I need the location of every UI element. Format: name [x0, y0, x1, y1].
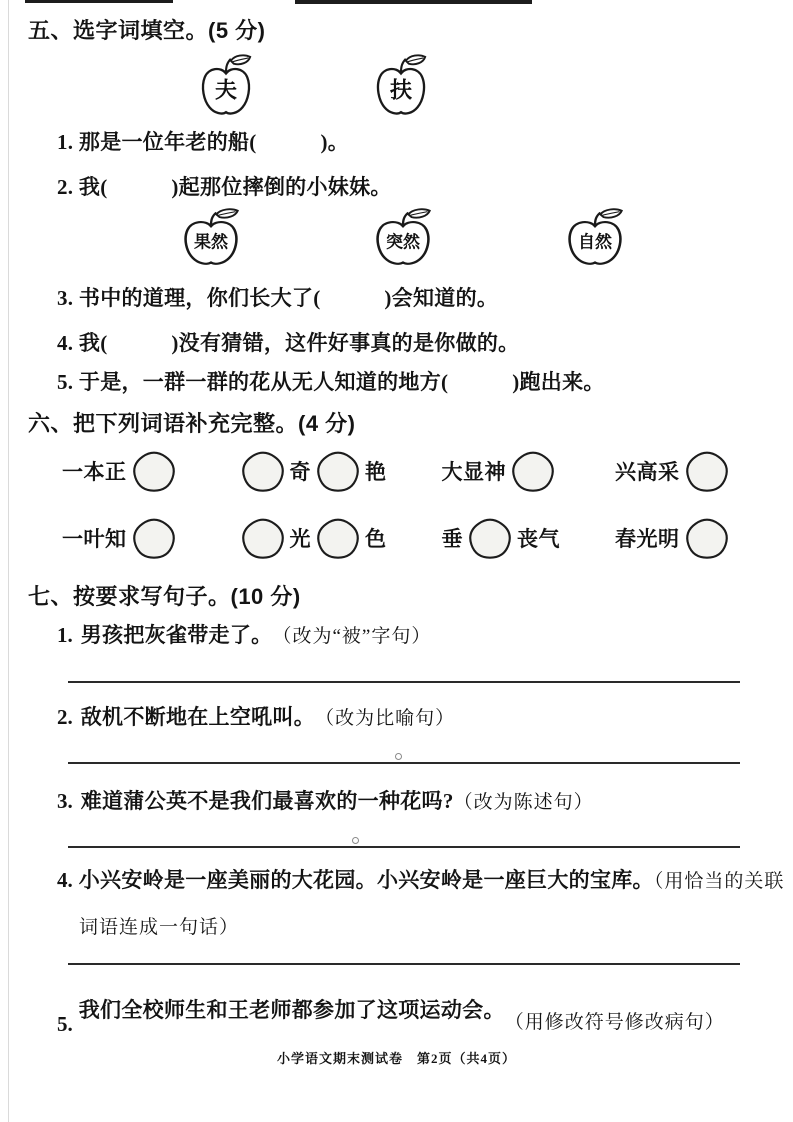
question-number: 2. [57, 705, 73, 729]
apple-word-label: 扶 [389, 77, 412, 103]
idiom-item [442, 513, 561, 563]
star-blank-icon [127, 446, 181, 496]
apple-word-option [563, 208, 627, 268]
idiom-text: 一叶知 [62, 527, 127, 551]
idiom-text: 兴高采 [615, 460, 680, 484]
idiom-text: 艳 [365, 460, 387, 484]
rewrite-question [57, 619, 431, 649]
star-blank-icon [236, 446, 290, 496]
question-text: 小兴安岭是一座美丽的大花园。小兴安岭是一座巨大的宝库。 [78, 868, 654, 892]
question-text: 男孩把灰雀带走了。 [80, 623, 273, 647]
idiom-text: 奇 [289, 460, 311, 484]
answer-line [68, 681, 740, 683]
star-blank-icon [506, 446, 560, 496]
fill-blank-question: 4. 我( )没有猜错，这件好事真的是你做的。 [57, 331, 520, 355]
section6-title: 六、把下列词语补充完整。(4 分) [28, 411, 356, 436]
idiom-text: 一本正 [62, 460, 127, 484]
star-blank-icon [680, 513, 734, 563]
idiom-item [62, 513, 181, 563]
star-blank-icon [311, 446, 365, 496]
rewrite-question [57, 701, 455, 731]
page-edge-shadow [8, 0, 9, 1122]
answer-line [68, 846, 740, 848]
idiom-text: 丧气 [517, 527, 560, 551]
idiom-item [236, 446, 387, 496]
idiom-text: 大显神 [441, 460, 506, 484]
question-number: 1. [57, 623, 73, 647]
apple-word-label: 自然 [578, 232, 612, 252]
rewrite-question [57, 858, 793, 951]
page-crop-artifact [25, 0, 173, 3]
idiom-item [442, 446, 561, 496]
section7-title: 七、按要求写句子。(10 分) [28, 584, 301, 609]
idiom-text: 垂 [441, 527, 463, 551]
question-number: 4. [57, 868, 73, 892]
answer-line [68, 963, 740, 965]
star-blank-icon [680, 446, 734, 496]
apple-word-option [372, 54, 430, 118]
page-footer: 小学语文期末测试卷 第2页（共4页） [276, 1051, 516, 1066]
page-crop-artifact [295, 0, 532, 4]
fill-blank-question: 1. 那是一位年老的船( )。 [57, 130, 350, 154]
idiom-row-1 [62, 446, 734, 496]
question-note: （改为“被”字句） [272, 626, 432, 647]
question-number: 5. [57, 1012, 73, 1036]
scan-speck-icon [352, 837, 359, 844]
scan-speck-icon [395, 753, 402, 760]
idiom-row-2 [62, 513, 734, 563]
idiom-text: 色 [365, 527, 387, 551]
apple-word-option [371, 208, 435, 268]
apple-options-row-2 [179, 208, 627, 268]
answer-line [68, 762, 740, 764]
apple-word-option [197, 54, 255, 118]
star-blank-icon [127, 513, 181, 563]
apple-word-label: 果然 [194, 232, 228, 252]
apple-word-label: 夫 [214, 77, 237, 103]
star-blank-icon [463, 513, 517, 563]
question-number: 3. [57, 789, 73, 813]
star-blank-icon [311, 513, 365, 563]
fill-blank-question: 3. 书中的道理，你们长大了( )会知道的。 [57, 286, 499, 310]
fill-blank-question: 2. 我( )起那位摔倒的小妹妹。 [57, 175, 392, 199]
idiom-item [62, 446, 181, 496]
idiom-item [615, 446, 734, 496]
apple-word-option [179, 208, 243, 268]
idiom-text: 春光明 [615, 527, 680, 551]
idiom-item [615, 513, 734, 563]
rewrite-question [57, 785, 594, 815]
question-note: （改为陈述句） [453, 792, 594, 813]
question-note: （改为比喻句） [315, 708, 456, 729]
question-note: （用修改符号修改病句） [504, 1012, 725, 1033]
section5-title: 五、选字词填空。(5 分) [28, 18, 266, 43]
rewrite-question [57, 994, 725, 1037]
star-blank-icon [236, 513, 290, 563]
apple-word-label: 突然 [386, 232, 420, 252]
question-text: 我们全校师生和王老师都参加了这项运动会。 [78, 998, 505, 1022]
fill-blank-question: 5. 于是，一群一群的花从无人知道的地方( )跑出来。 [57, 370, 605, 394]
question-note: （用恰当的关联词语连成一句话） [79, 871, 785, 938]
question-text: 难道蒲公英不是我们最喜欢的一种花吗? [80, 789, 454, 813]
question-text: 敌机不断地在上空吼叫。 [80, 705, 316, 729]
idiom-text: 光 [289, 527, 311, 551]
idiom-item [236, 513, 387, 563]
apple-options-row-1 [197, 54, 430, 118]
